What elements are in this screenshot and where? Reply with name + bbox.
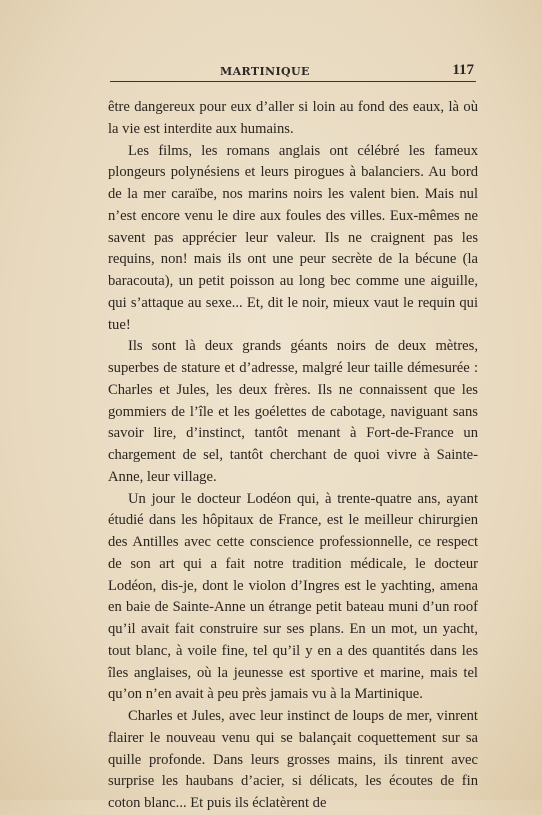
paragraph: Ils sont là deux grands géants noirs de deux mètres, superbes de stature et d’adresse, malgré leur taille démesurée : Charles et Jules, les deux frères. Ils ne connaissent que les gommiers de l’île et les goélettes de cabotage, naviguant sans savoir lire, d’instinct, tantôt menant à Fort-de-France un chargement de sel, tantôt cherchant de quoi vivre à Sainte-Anne, leur village. [108, 338, 478, 485]
paragraph-continued: être dangereux pour eux d’aller si loin au fond des eaux, là où la vie est interdite aux humains. [108, 99, 478, 137]
paragraph: Charles et Jules, avec leur instinct de loups de mer, vinrent flairer le nouveau venu qui se balançait coquettement sur sa quille profonde. Dans leurs grosses mains, ils tinrent avec surprise les haubans d’acier, si délicats, les écoutes de fin coton blanc... Et puis ils éclatèrent de [108, 708, 478, 811]
paragraph: Un jour le docteur Lodéon qui, à trente-quatre ans, ayant étudié dans les hôpitaux de France, est le meilleur chirurgien des Antilles avec cette conscience professionnelle, ce respect de son art qui a fait notre tradition médicale, le docteur Lodéon, dis-je, dont le violon d’Ingres est le yachting, amena en baie de Sainte-Anne un étrange petit bateau muni d’un roof qu’il avait fait construire sur ses plans. En un mot, un yacht, tout blanc, à voile fine, tel qu’il y en a des quantités dans les îles anglaises, où la jeunesse est sportive et marine, mais tel qu’on n’en avait à peu près jamais vu à la Martinique. [108, 490, 478, 703]
header-rule [110, 81, 476, 82]
page-number: 117 [452, 62, 474, 78]
body-text [108, 97, 478, 815]
running-title: MARTINIQUE [220, 65, 310, 78]
paragraph: Les films, les romans anglais ont célébré les fameux plongeurs polynésiens et leurs pirogues à balanciers. Au bord de la mer caraïbe, nos marins noirs les valent bien. Mais nul n’est encore venu le dire aux foules des villes. Eux-mêmes ne savent pas apprécier leur valeur. Ils ne craignent pas les requins, non! mais ils ont une peur secrète de la bécune (la baracouta), un petit poisson au long bec comme une aiguille, qui s’attaque au sexe... Et, dit le noir, mieux vaut le requin qui tue! [108, 142, 478, 333]
running-header [110, 60, 476, 84]
